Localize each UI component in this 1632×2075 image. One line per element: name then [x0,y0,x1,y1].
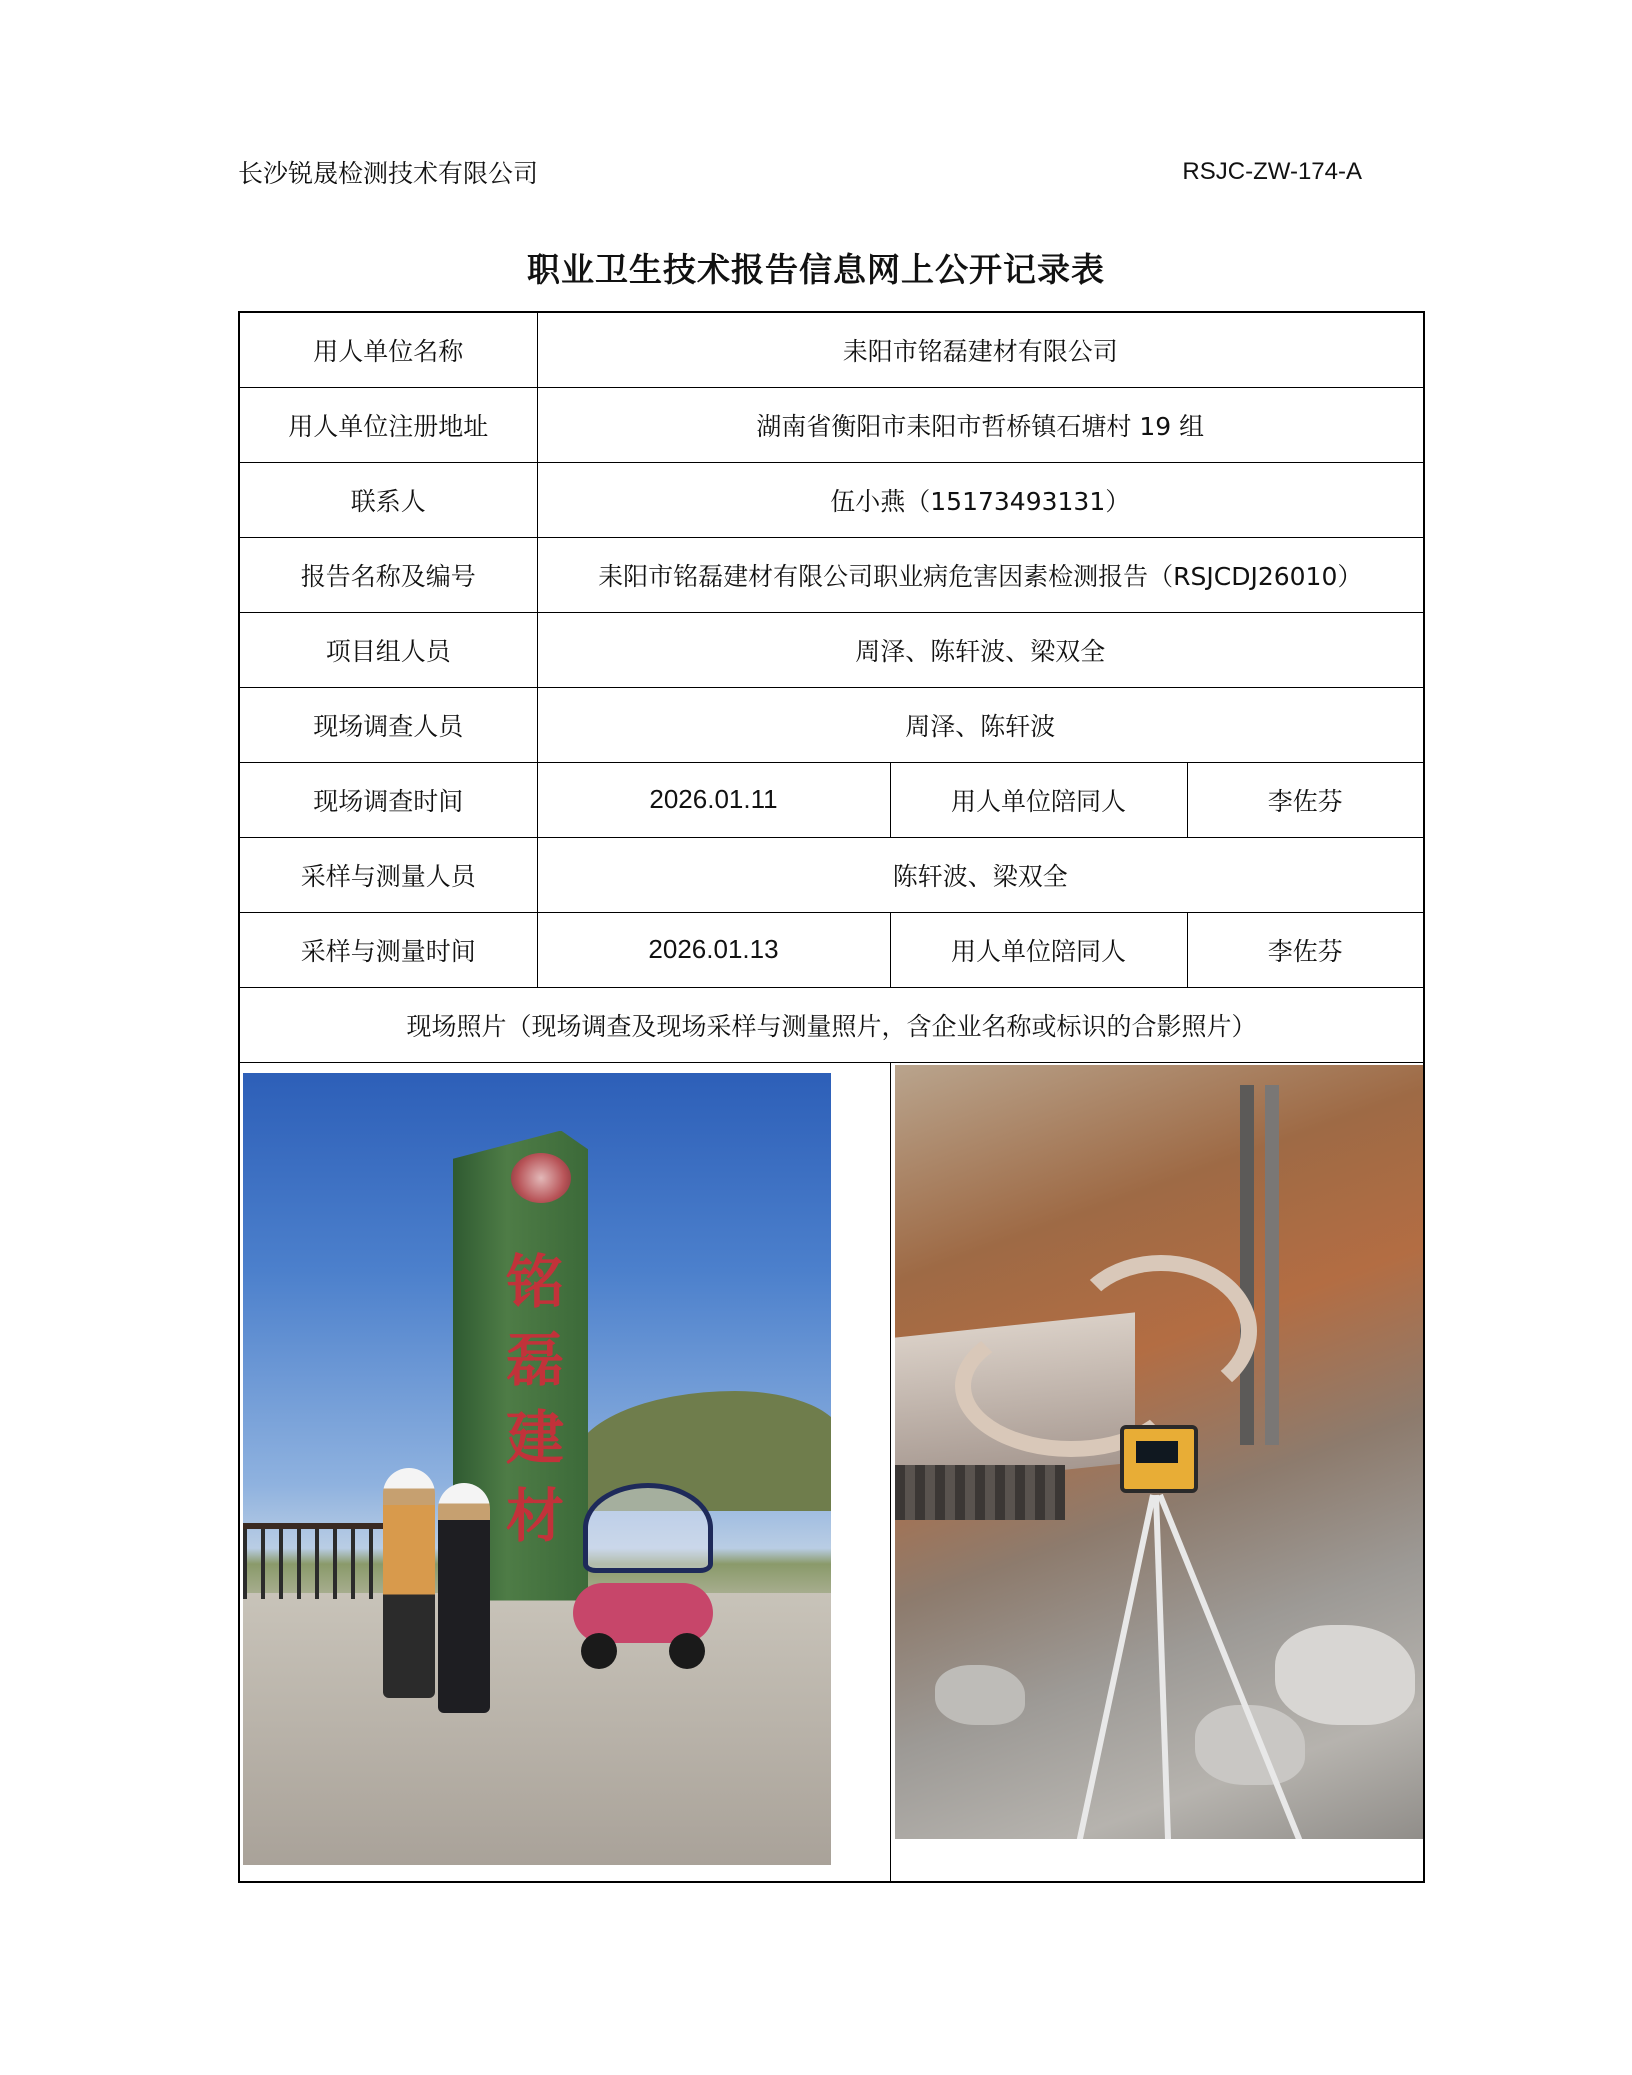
label-sampling-staff: 采样与测量人员 [239,837,537,912]
row-employer-address [239,387,1424,462]
row-report [239,537,1424,612]
drill-rig-mast [1240,1085,1254,1445]
tripod-leg [1153,1494,1172,1838]
rock-shape [935,1665,1025,1725]
drill-rig-mast [1265,1085,1279,1445]
row-photos-heading [239,987,1424,1062]
scooter-wheel [581,1633,617,1669]
value-employer-address: 湖南省衡阳市耒阳市哲桥镇石塘村 19 组 [537,387,1424,462]
scooter-wheel [669,1633,705,1669]
value-survey-companion: 李佐芬 [1187,762,1424,837]
company-name: 长沙锐晟检测技术有限公司 [238,159,539,188]
sampling-site-photo [895,1065,1425,1839]
sign-char: 建 [505,1403,564,1472]
page-header [238,152,1362,192]
drill-rig-track [895,1465,1065,1520]
sign-char: 铭 [505,1247,564,1316]
photo-cell-right [890,1062,1424,1882]
photos-heading: 现场照片（现场调查及现场采样与测量照片，含企业名称或标识的合影照片） [239,987,1424,1062]
value-employer-name: 耒阳市铭磊建材有限公司 [537,312,1424,387]
row-sampling-time [239,912,1424,987]
site-entrance-group-photo [243,1073,831,1865]
rock-shape [1275,1625,1415,1725]
scooter-canopy [583,1483,713,1573]
row-employer-name [239,312,1424,387]
row-contact [239,462,1424,537]
label-sampling-companion: 用人单位陪同人 [890,912,1187,987]
row-project-members [239,612,1424,687]
sign-char: 材 [505,1481,564,1550]
value-report: 耒阳市铭磊建材有限公司职业病危害因素检测报告（RSJCDJ26010） [537,537,1424,612]
label-contact: 联系人 [239,462,537,537]
row-photos [239,1062,1424,1882]
sign-char: 磊 [505,1325,564,1394]
row-survey-staff [239,687,1424,762]
document-title: 职业卫生技术报告信息网上公开记录表 [527,250,1105,289]
label-survey-staff: 现场调查人员 [239,687,537,762]
tripod-leg [1073,1494,1156,1839]
label-employer-name: 用人单位名称 [239,312,537,387]
label-sampling-time: 采样与测量时间 [239,912,537,987]
label-report: 报告名称及编号 [239,537,537,612]
label-project-members: 项目组人员 [239,612,537,687]
value-survey-time: 2026.01.11 [537,762,890,837]
value-sampling-staff: 陈轩波、梁双全 [537,837,1424,912]
value-sampling-companion: 李佐芬 [1187,912,1424,987]
sampling-meter-icon [1120,1425,1198,1493]
person-figure [438,1483,490,1713]
gate-fence [243,1523,383,1599]
value-project-members: 周泽、陈轩波、梁双全 [537,612,1424,687]
label-survey-time: 现场调查时间 [239,762,537,837]
row-sampling-staff [239,837,1424,912]
value-survey-staff: 周泽、陈轩波 [537,687,1424,762]
person-figure [383,1468,435,1698]
label-employer-address: 用人单位注册地址 [239,387,537,462]
record-table [238,311,1425,1883]
meter-screen [1136,1441,1178,1463]
company-sign-text [505,1243,565,1555]
photo-cell-left [239,1062,890,1882]
label-survey-companion: 用人单位陪同人 [890,762,1187,837]
company-emblem-icon [511,1153,571,1203]
value-sampling-time: 2026.01.13 [537,912,890,987]
document-code: RSJC-ZW-174-A [1182,158,1362,185]
row-survey-time [239,762,1424,837]
ground-shape [243,1593,831,1865]
value-contact: 伍小燕（15173493131） [537,462,1424,537]
scooter-shape [573,1483,713,1673]
